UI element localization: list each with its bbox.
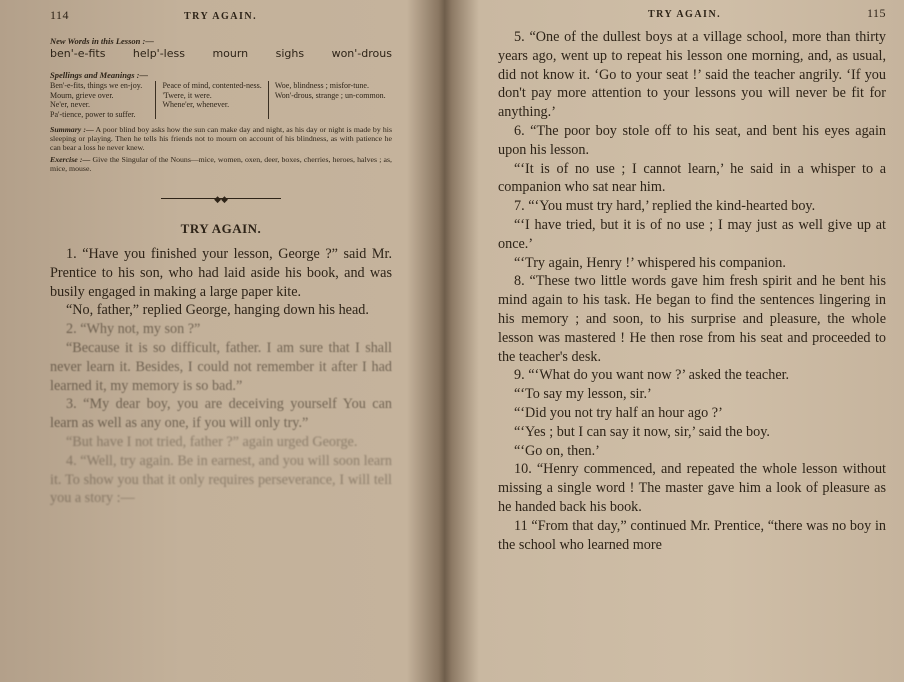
new-words-list (50, 47, 392, 60)
paragraph: 6. “The poor boy stole off to his seat, and bent his eyes again upon his lesson. (498, 122, 886, 158)
spelling-entry: Whene'er, whenever. (162, 100, 230, 109)
spellings-column (162, 81, 268, 119)
spelling-entry: Woe, blindness ; misfor-tune. (274, 81, 369, 90)
paragraph: 11 “From that day,” continued Mr. Prentice, “there was no boy in the school who learned more (498, 517, 886, 553)
section-divider (161, 191, 281, 205)
left-running-head (50, 8, 392, 30)
spelling-entry: Ben'-e-fits, things we en-joy. (50, 81, 143, 90)
paragraph: “‘It is of no use ; I cannot learn,’ he said in a whisper to a companion who sat near him. (498, 160, 886, 196)
spelling-entry: Ne'er, never. (50, 100, 90, 109)
paragraph: “‘Yes ; but I can say it now, sir,’ said the boy. (514, 423, 770, 440)
exercise-text: Give the Singular of the Nouns—mice, women, oxen, deer, boxes, cherries, heroes, halves ; as, mice, mouse. (50, 155, 393, 173)
summary-label: Summary :— (50, 125, 94, 134)
new-word: ben'-e-fits (50, 47, 106, 60)
spellings-label: Spellings and Meanings :— (50, 70, 149, 80)
paragraph: “‘To say my lesson, sir.’ (514, 386, 652, 403)
spellings-column (50, 81, 156, 119)
summary-block (50, 125, 392, 152)
paragraph: “Because it is so difficult, father. I am sure that I shall never learn it. Besides, I could not remember it after I had learned it, my memory is so bad.” (50, 339, 392, 394)
new-words-label: New Words in this Lesson :— (50, 36, 154, 46)
spelling-entry: Won'-drous, strange ; un-common. (274, 90, 386, 100)
divider-ornament: ◆◆ (214, 194, 228, 204)
paragraph: 4. “Well, try again. Be in earnest, and you will soon learn it. To show you that it only requires perseverance, I will tell you a story :— (50, 452, 392, 507)
summary-text: A poor blind boy asks how the sun can make day and night, as his day or night is made by his sleeping or playing. Then he tells his friends not to mourn on account of his blindness, as with patience he can bear a loss he never knew. (50, 125, 392, 152)
paragraph: “No, father,” replied George, hanging down his head. (66, 302, 369, 319)
new-word: help'-less (132, 47, 185, 60)
paragraph: “‘Did you not try half an hour ago ?’ (514, 404, 723, 421)
paragraph: 1. “Have you finished your lesson, George ?” said Mr. Prentice to his son, who had laid aside his book, and was busily engaged in making a large paper kite. (50, 246, 392, 300)
paragraph: “‘I have tried, but it is of no use ; I may just as well give up at once.’ (498, 216, 886, 252)
right-running-head (498, 6, 886, 28)
new-word: won'-drous (331, 47, 392, 60)
paragraph: 5. “One of the dullest boys at a village school, more than thirty years ago, went up to repeat his lesson one morning, and, as usual, did not know it. ‘Go to your seat !’ said the teacher angrily. ‘If you don't pay more attention to your lessons you will never be fit for anything.’ (498, 29, 886, 121)
paragraph: 3. “My dear boy, you are deceiving yourself You can learn as well as any one, if you will only try.” (50, 396, 392, 432)
left-page (0, 0, 438, 682)
paragraph: “‘Go on, then.’ (514, 442, 600, 459)
paragraph: 8. “These two little words gave him fresh spirit and he bent his mind again to his task. He began to find the sentences lingering in his memory ; and soon, to his surprise and pleasure, the whole lesson was mastered ! He then rose from his seat and proceeded to the teacher's desk. (498, 273, 886, 365)
paragraph: 7. “‘You must try hard,’ replied the kind-hearted boy. (514, 198, 816, 215)
paragraph: 9. “‘What do you want now ?’ asked the teacher. (514, 367, 790, 384)
paragraph: 10. “Henry commenced, and repeated the whole lesson without missing a single word ! The master gave him a look of pleasure as he handed back his book. (498, 461, 886, 515)
page-number-left: 114 (50, 8, 70, 22)
lesson-title: TRY AGAIN. (180, 221, 262, 236)
exercise-label: Exercise :— (50, 155, 91, 164)
spellings-column (275, 81, 392, 119)
new-word: sighs (275, 47, 305, 60)
exercise-block (50, 155, 392, 173)
paragraph: “But have I not tried, father ?” again urged George. (66, 433, 358, 450)
new-word: mourn (212, 47, 249, 60)
paragraph: 2. “Why not, my son ?” (66, 321, 201, 338)
page-number-right: 115 (866, 6, 886, 20)
spellings-table (50, 81, 392, 119)
running-title-left: TRY AGAIN. (183, 11, 258, 22)
spelling-entry: Mourn, grieve over. (50, 90, 114, 100)
spelling-entry: 'Twere, it were. (162, 90, 212, 100)
running-title-right: TRY AGAIN. (648, 9, 722, 20)
spelling-entry: Pa'-tience, power to suffer. (50, 109, 136, 119)
right-page (448, 0, 904, 682)
paragraph: “‘Try again, Henry !’ whispered his companion. (514, 254, 786, 271)
spelling-entry: Peace of mind, contented-ness. (162, 81, 262, 90)
